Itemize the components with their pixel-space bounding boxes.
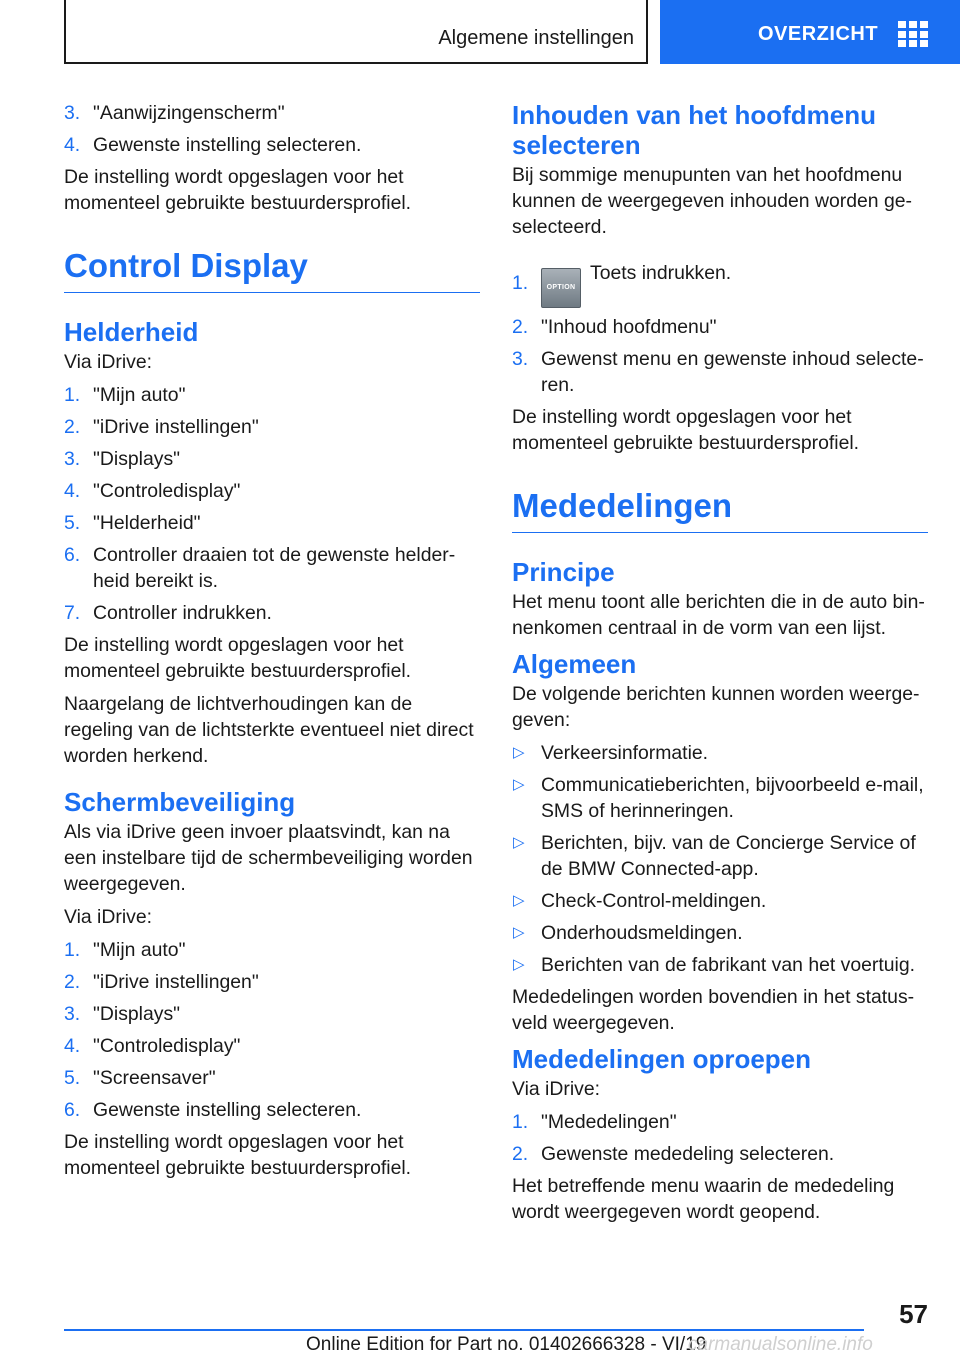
main-menu-steps xyxy=(512,256,928,398)
list-item: 3. Gewenst menu en gewenste inhoud selecteren. xyxy=(512,348,924,396)
section-title-general: Algemeen xyxy=(512,649,637,679)
triangle-bullet-icon: ▷ xyxy=(513,744,525,761)
triangle-bullet-icon: ▷ xyxy=(513,956,525,973)
section-title-brightness: Helderheid xyxy=(64,317,199,347)
via-idrive-label: Via iDrive: xyxy=(64,351,153,373)
overview-button[interactable] xyxy=(660,0,960,64)
triangle-bullet-icon: ▷ xyxy=(513,892,525,909)
chapter-title-control-display: Control Display xyxy=(64,246,480,293)
list-item: 4. Gewenste instelling selecteren. xyxy=(64,134,362,156)
overview-label: OVERZICHT xyxy=(758,22,879,45)
general-note: Mededelingen worden bovendien in het statusveld weergegeven. xyxy=(512,986,915,1034)
list-item: ▷ Communicatieberichten, bijvoorbeeld e-mail, SMS of herinneringen. xyxy=(513,774,924,822)
option-button-icon: OPTION xyxy=(541,268,581,308)
list-item: 1. "Mededelingen" xyxy=(512,1111,677,1133)
via-idrive-label: Via iDrive: xyxy=(512,1078,601,1100)
list-item: 5. "Screensaver" xyxy=(64,1067,216,1089)
list-item: 1. "Mijn auto" xyxy=(64,939,186,961)
list-item: 6. Gewenste instelling selecteren. xyxy=(64,1099,362,1121)
section-title-principle: Principe xyxy=(512,557,615,587)
list-item: ▷ Berichten, bijv. van de Concierge Service of de BMW Connected-app. xyxy=(513,832,916,880)
via-idrive-label: Via iDrive: xyxy=(64,906,153,928)
main-menu-note: De instelling wordt opgeslagen voor het momenteel gebruikte bestuurdersprofiel. xyxy=(512,406,860,454)
list-item: ▷ Verkeersinformatie. xyxy=(513,742,709,764)
screensaver-steps xyxy=(64,937,480,1123)
open-messages-note: Het betreffende menu waarin de mededeling wordt weergegeven wordt geopend. xyxy=(512,1175,895,1223)
message-types-list xyxy=(512,740,928,978)
brightness-steps xyxy=(64,382,480,626)
triangle-bullet-icon: ▷ xyxy=(513,924,525,941)
list-item: 6. Controller draaien tot de gewenste helderheid bereikt is. xyxy=(64,544,456,592)
general-intro: De volgende berichten kunnen worden weergegeven: xyxy=(512,683,920,731)
main-menu-intro: Bij sommige menupunten van het hoofdmenu kunnen de weergegeven inhouden worden geselecteerd. xyxy=(512,164,912,238)
list-item: 3. "Displays" xyxy=(64,1003,181,1025)
page-number: 57 xyxy=(899,1299,928,1329)
open-messages-steps xyxy=(512,1109,928,1167)
triangle-bullet-icon: ▷ xyxy=(513,776,525,793)
right-column xyxy=(512,100,928,1232)
intro-note: De instelling wordt opgeslagen voor het momenteel gebruikte bestuurdersprofiel. xyxy=(64,166,412,214)
list-item: 3. "Displays" xyxy=(64,448,181,470)
list-item: 2. "Inhoud hoofdmenu" xyxy=(512,316,717,338)
principle-text: Het menu toont alle berichten die in de auto binnenkomen centraal in de vorm van een lijst. xyxy=(512,591,925,639)
chapter-title-messages: Mededelingen xyxy=(512,486,928,533)
grid-icon xyxy=(898,21,928,47)
list-item: 5. "Helderheid" xyxy=(64,512,201,534)
list-item: 3. "Aanwijzingenscherm" xyxy=(64,102,285,124)
list-item: ▷ Onderhoudsmeldingen. xyxy=(513,922,743,944)
list-item: ▷ Berichten van de fabrikant van het voertuig. xyxy=(513,954,916,976)
list-item: 2. "iDrive instellingen" xyxy=(64,416,259,438)
watermark: carmanualsonline.info xyxy=(688,1334,873,1355)
left-column xyxy=(64,100,480,1188)
screensaver-intro: Als via iDrive geen invoer plaatsvindt, kan na een instelbare tijd de schermbeveiliging worden weergegeven. xyxy=(64,821,473,895)
intro-steps xyxy=(64,100,480,158)
list-item: 1. OPTION Toets indrukken. xyxy=(512,256,928,308)
list-item: 7. Controller indrukken. xyxy=(64,602,272,624)
edition-text: Online Edition for Part no. 01402666328 - VI/19 xyxy=(306,1334,707,1355)
triangle-bullet-icon: ▷ xyxy=(513,834,525,851)
footer-divider xyxy=(64,1329,864,1331)
list-item: 4. "Controledisplay" xyxy=(64,480,241,502)
brightness-note-light: Naargelang de lichtverhoudingen kan de regeling van de lichtsterkte eventueel niet direct worden herkend. xyxy=(64,693,474,767)
brightness-note: De instelling wordt opgeslagen voor het momenteel gebruikte bestuurdersprofiel. xyxy=(64,634,412,682)
list-item: 2. Gewenste mededeling selecteren. xyxy=(512,1143,835,1165)
header-section-box xyxy=(64,0,648,64)
list-item: ▷ Check-Control-meldingen. xyxy=(513,890,767,912)
section-title-open-messages: Mededelingen oproepen xyxy=(512,1044,812,1074)
list-item: 1. "Mijn auto" xyxy=(64,384,186,406)
section-title-main-menu: Inhouden van het hoofdmenu selecteren xyxy=(512,100,876,160)
header-section-title: Algemene instellingen xyxy=(438,27,634,49)
screensaver-note: De instelling wordt opgeslagen voor het momenteel gebruikte bestuurdersprofiel. xyxy=(64,1131,412,1179)
list-item: 4. "Controledisplay" xyxy=(64,1035,241,1057)
list-item: 2. "iDrive instellingen" xyxy=(64,971,259,993)
section-title-screensaver: Schermbeveiliging xyxy=(64,787,296,817)
